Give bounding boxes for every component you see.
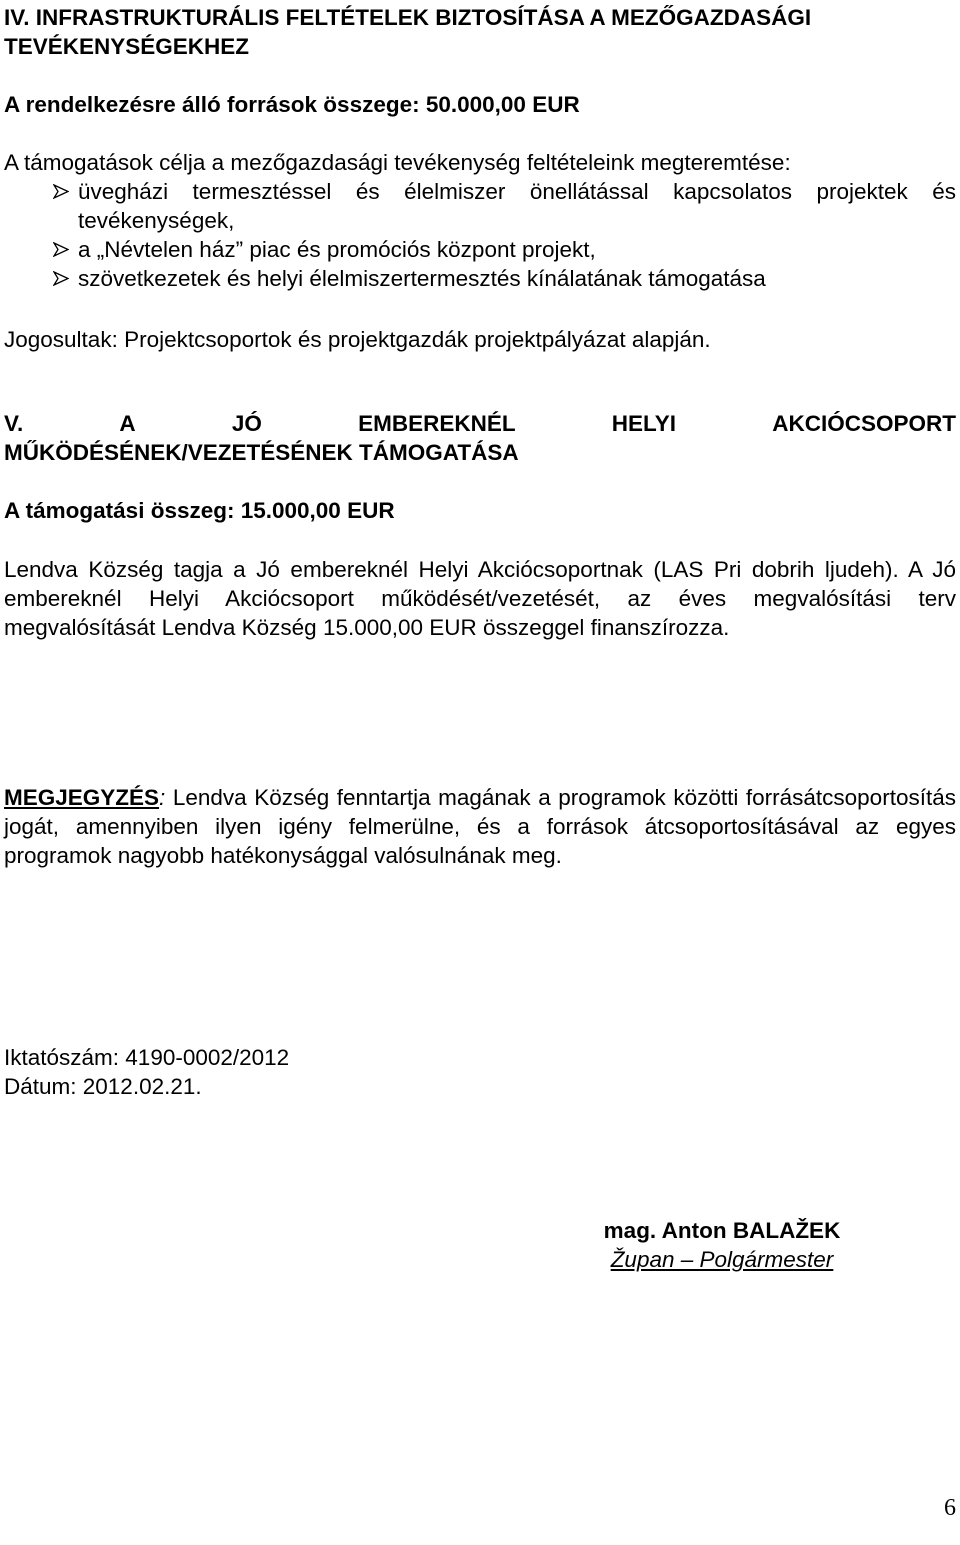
section-iv-bullet-list bbox=[4, 177, 956, 293]
list-item bbox=[4, 177, 956, 235]
section-iv-goal-intro: A támogatások célja a mezőgazdasági tevékenység feltételeink megteremtése: bbox=[4, 150, 791, 175]
signatory-name: mag. Anton BALAŽEK bbox=[603, 1218, 841, 1243]
section-v-heading-line1 bbox=[4, 409, 956, 438]
heading-word: HELYI bbox=[611, 411, 676, 436]
section-iv-funds: A rendelkezésre álló források összege: 50.000,00 EUR bbox=[4, 92, 580, 117]
section-v-paragraph: Lendva Község tagja a Jó embereknél Helyi Akciócsoportnak (LAS Pri dobrih ljudeh). A Jó embereknél Helyi Akciócsoport működését/vezetését, az éves megvalósítási terv megvalósítását Lendva Község 15.000,00 EUR összeggel finanszírozza. bbox=[4, 557, 956, 640]
list-item bbox=[4, 264, 956, 293]
note-text: Lendva Község fenntartja magának a programok közötti forrásátcsoportosítás jogát, amennyiben ilyen igény felmerülne, és a források átcsoportosításával az egyes programok nagyobb hatékonysággal valósulnának meg. bbox=[4, 785, 956, 868]
section-v-heading bbox=[4, 409, 956, 467]
note-label: MEGJEGYZÉS bbox=[4, 785, 160, 810]
note-colon: : bbox=[159, 785, 166, 810]
signatory-title: Župan – Polgármester bbox=[610, 1247, 834, 1272]
signature-block bbox=[586, 1216, 858, 1274]
bullet-text: üvegházi termesztéssel és élelmiszer önellátással kapcsolatos projektek és tevékenységek, bbox=[78, 179, 956, 233]
section-iv-heading-line1: IV. INFRASTRUKTURÁLIS FELTÉTELEK BIZTOSÍTÁSA A MEZŐGAZDASÁGI bbox=[4, 5, 812, 30]
heading-word: JÓ bbox=[231, 411, 262, 436]
section-iv-heading-line2: TEVÉKENYSÉGEKHEZ bbox=[4, 34, 250, 59]
file-number: Iktatószám: 4190-0002/2012 bbox=[4, 1045, 290, 1070]
section-v-amount: A támogatási összeg: 15.000,00 EUR bbox=[4, 498, 395, 523]
document-page bbox=[4, 0, 956, 1545]
heading-word: A bbox=[119, 411, 136, 436]
section-v-heading-line2: MŰKÖDÉSÉNEK/VEZETÉSÉNEK TÁMOGATÁSA bbox=[4, 440, 519, 465]
bullet-text: szövetkezetek és helyi élelmiszertermesztés kínálatának támogatása bbox=[78, 266, 766, 291]
list-item bbox=[4, 235, 956, 264]
arrowhead-bullet-icon bbox=[53, 184, 69, 199]
heading-word: EMBEREKNÉL bbox=[358, 411, 516, 436]
arrowhead-bullet-icon bbox=[53, 242, 69, 257]
reference-block bbox=[4, 1043, 956, 1101]
bullet-text: a „Névtelen ház” piac és promóciós központ projekt, bbox=[78, 237, 596, 262]
heading-word: V. bbox=[4, 411, 24, 436]
page-number: 6 bbox=[944, 1495, 956, 1521]
document-date: Dátum: 2012.02.21. bbox=[4, 1074, 202, 1099]
section-iv-eligible: Jogosultak: Projektcsoportok és projektgazdák projektpályázat alapján. bbox=[4, 327, 711, 352]
arrowhead-bullet-icon bbox=[53, 271, 69, 286]
note-paragraph bbox=[4, 783, 956, 870]
section-iv-heading bbox=[4, 3, 956, 61]
heading-word: AKCIÓCSOPORT bbox=[772, 411, 956, 436]
